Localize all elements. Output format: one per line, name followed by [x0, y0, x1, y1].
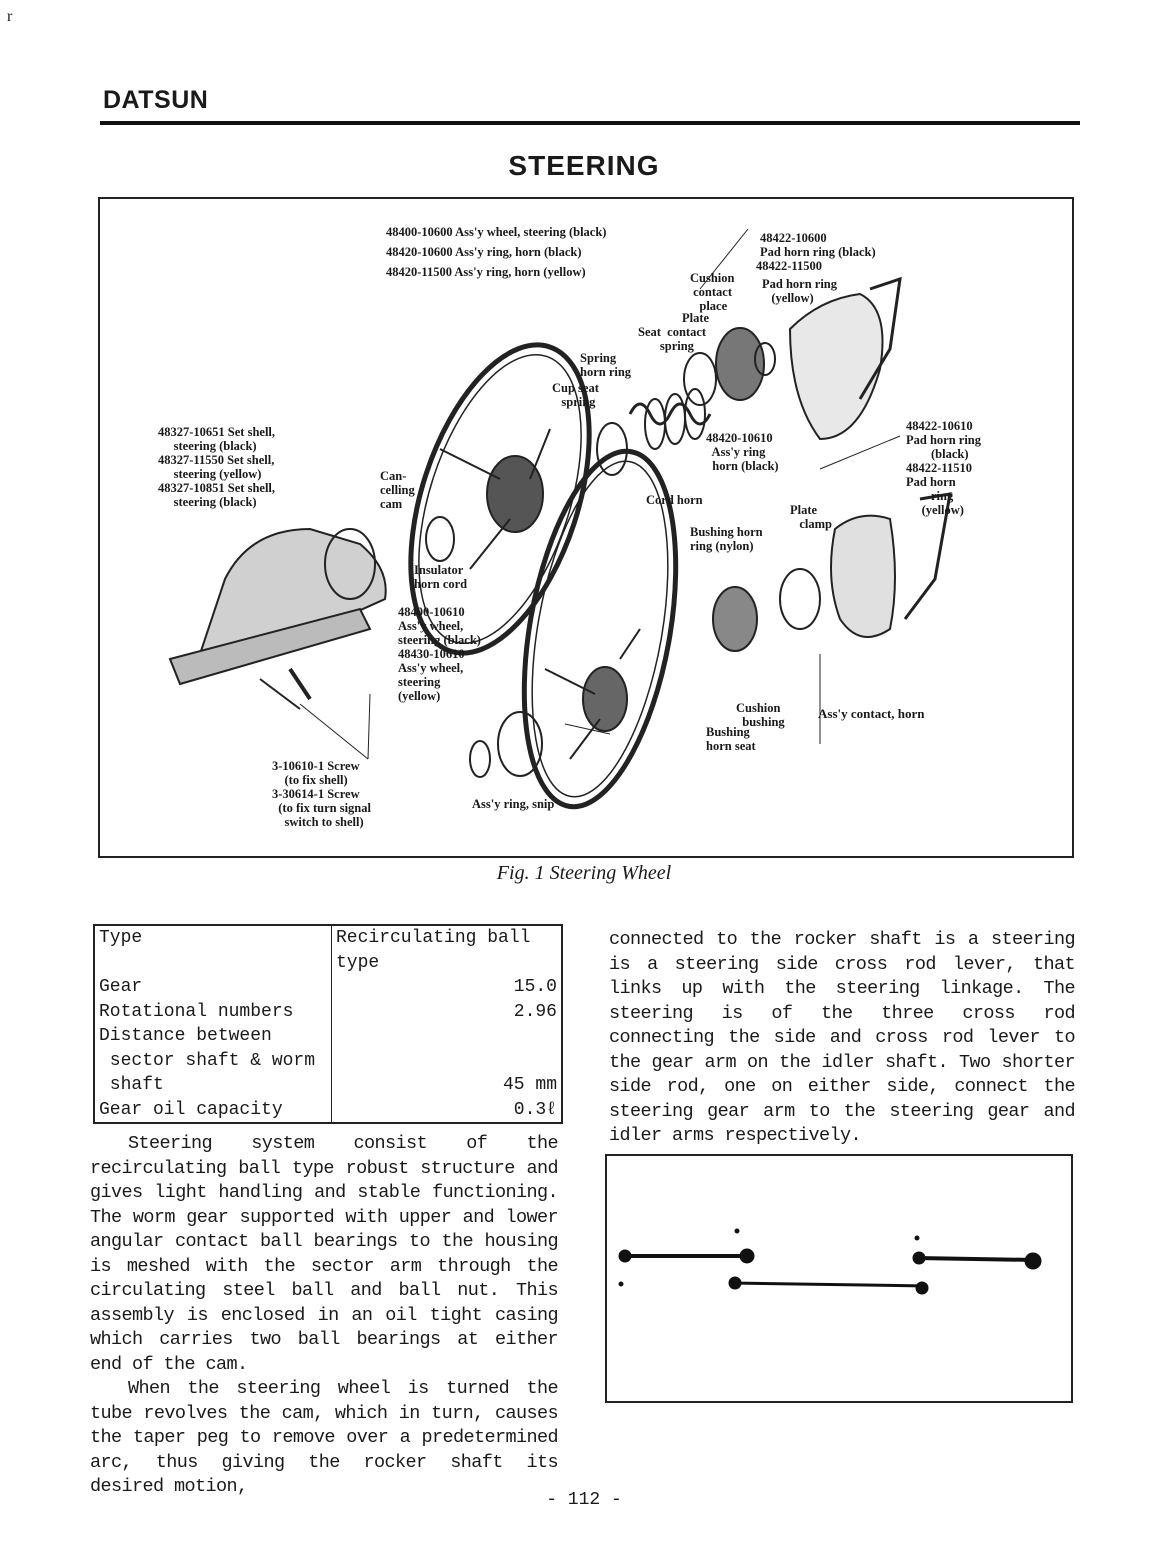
- label-cushion-contact: Cushion contact place: [690, 271, 735, 313]
- spec-value: [332, 1049, 563, 1074]
- label-bushing-horn-ring: Bushing horn ring (nylon): [690, 525, 763, 553]
- table-row: [94, 1024, 562, 1049]
- spec-label: sector shaft & worm: [94, 1049, 332, 1074]
- body-paragraph: Steering system consist of the recirculating ball type robust structure and gives light handling and stable functioning. The worm gear supported with upper and lower angular contact ball bearings to the housing is meshed with the sector arm through the circulating steel ball and ball nut. This assembly is enclosed in an oil tight casing which carries two ball bearings at either end of the cam.: [90, 1133, 558, 1375]
- spec-value: 15.0: [513, 977, 557, 997]
- spec-value: Recirculating ball type: [332, 925, 563, 975]
- label-seat-contact-spring: Seat contact spring: [638, 325, 707, 353]
- steering-wheel-figure: [98, 197, 1074, 858]
- label-ring-snip: Ass'y ring, snip: [472, 797, 555, 811]
- spec-value: [332, 1024, 563, 1049]
- figure-caption: Fig. 1 Steering Wheel: [496, 862, 672, 884]
- body-paragraph: connected to the rocker shaft is a steering is a steering side cross rod lever, that links up with the steering linkage. The steering is of the three cross rod connecting the side and cross rod lever to the gear arm on the idler shaft. Two shorter side rod, one on either side, connect the steering gear arm to the steering gear and idler arms respectively.: [609, 929, 1075, 1146]
- label-set-shell: 48327-10651 Set shell, steering (black) 48327-11550 Set shell, steering (yellow) 48327-10851 Set shell, steering (black): [158, 425, 276, 509]
- label-cushion-bushing: Cushion bushing: [736, 701, 785, 729]
- label-pad-top-1: 48422-10600: [760, 231, 827, 245]
- label-horn-ring-black: 48420-10600 Ass'y ring, horn (black): [386, 245, 582, 259]
- label-pad-top-3: 48422-11500: [756, 259, 822, 273]
- header-rule: [100, 121, 1080, 125]
- label-cord-horn: Cord horn: [646, 493, 703, 507]
- table-row: [94, 1073, 562, 1098]
- label-bushing-horn-seat: Bushing horn seat: [706, 725, 756, 753]
- label-wheel-assy-black: 48400-10600 Ass'y wheel, steering (black): [386, 225, 607, 239]
- spec-label: Gear: [94, 975, 332, 1000]
- label-wheel-assy-lower: 48400-10610 Ass'y wheel, steering (black) 48430-10610 Ass'y wheel, steering (yellow): [398, 605, 481, 703]
- table-row: [94, 1049, 562, 1074]
- table-row: [94, 925, 562, 975]
- corner-mark: r: [7, 8, 13, 25]
- page-title: STEERING: [508, 150, 660, 181]
- label-pad-horn-ring-yellow: Pad horn ring (yellow): [762, 277, 838, 305]
- spec-label: Type: [94, 925, 332, 975]
- label-insulator-horn-cord: Insulator horn cord: [414, 563, 468, 591]
- page-number: - 112 -: [546, 1490, 622, 1510]
- label-cup-seat-spring: Cup seat spring: [552, 381, 599, 409]
- label-plate: Plate: [682, 311, 710, 325]
- label-cancelling-cam: Can- celling cam: [380, 469, 415, 511]
- table-row: [94, 1098, 562, 1124]
- brand-header: DATSUN: [103, 86, 209, 114]
- body-paragraph: When the steering wheel is turned the tube revolves the cam, which in turn, causes the taper peg to remove over a predetermined arc, thus giving the rocker shaft its desired motion,: [90, 1378, 558, 1497]
- spec-label: Distance between: [94, 1024, 332, 1049]
- spec-table: [93, 924, 563, 1124]
- label-pad-horn-ring-black-right: 48422-10610 Pad horn ring (black) 48422-11510 Pad horn ring (yellow): [906, 419, 982, 517]
- spec-value: 2.96: [513, 1001, 557, 1022]
- label-spring-horn-ring: Spring horn ring: [580, 351, 632, 379]
- spec-label: Rotational numbers: [94, 1000, 332, 1025]
- label-pad-top-2: Pad horn ring (black): [760, 245, 876, 259]
- spec-value: 45 mm: [502, 1075, 557, 1095]
- spec-label: Gear oil capacity: [94, 1098, 332, 1124]
- body-right-column: [609, 928, 1075, 1149]
- spec-label: shaft: [94, 1073, 332, 1098]
- linkage-rods-drawing: [607, 1156, 1071, 1401]
- label-contact-horn: Ass'y contact, horn: [818, 706, 925, 721]
- label-ring-horn-black-mid: 48420-10610 Ass'y ring horn (black): [706, 431, 779, 473]
- spec-value: 0.3ℓ: [513, 1099, 557, 1120]
- label-screws: 3-10610-1 Screw (to fix shell) 3-30614-1 Screw (to fix turn signal switch to shell): [272, 759, 371, 829]
- label-plate-clamp: Plate clamp: [790, 503, 833, 531]
- steering-linkage-figure: [605, 1154, 1073, 1403]
- body-left-column: [90, 1132, 558, 1500]
- label-horn-ring-yellow: 48420-11500 Ass'y ring, horn (yellow): [386, 265, 586, 279]
- table-row: [94, 975, 562, 1000]
- steering-exploded-drawing: [100, 199, 1072, 856]
- table-row: [94, 1000, 562, 1025]
